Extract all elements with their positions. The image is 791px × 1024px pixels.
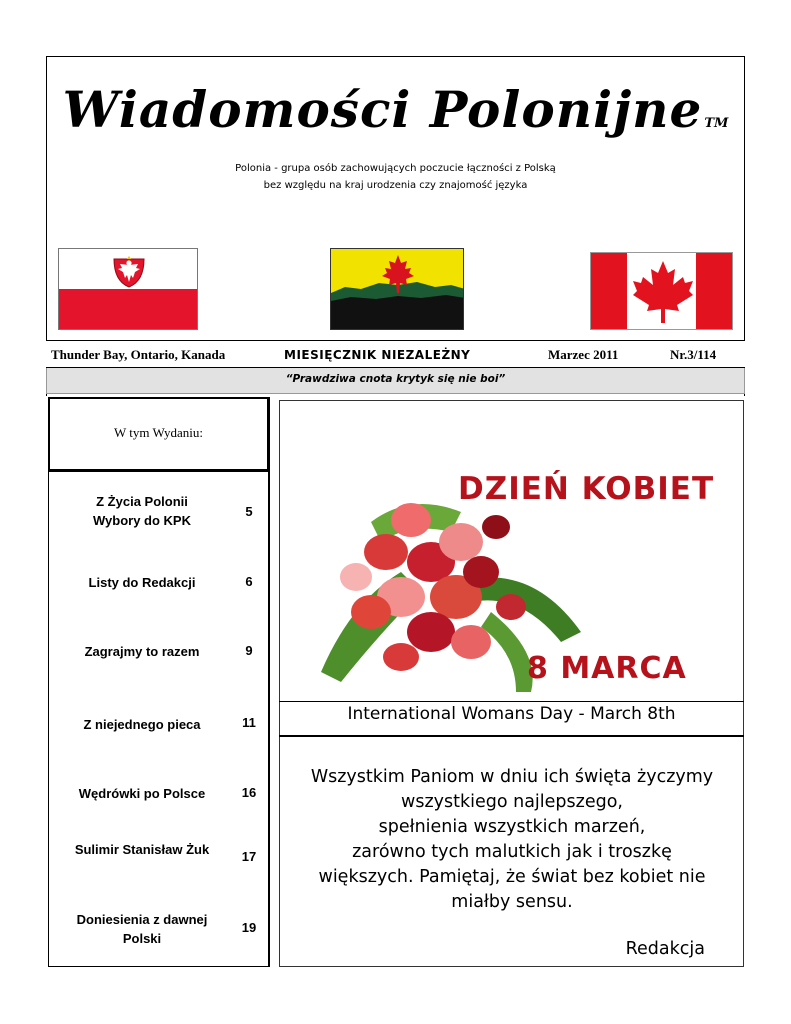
motto-text: “Prawdziwa cnota krytyk się nie boi” bbox=[285, 373, 506, 385]
publication-type: MIESIĘCZNIK NIEZALEŻNY bbox=[284, 348, 471, 362]
toc-item-page: 5 bbox=[245, 504, 253, 519]
toc-header-label: W tym Wydaniu: bbox=[113, 425, 203, 440]
issue-number: Nr.3/114 bbox=[670, 347, 717, 362]
toc-item-title: Wędrówki po Polsce bbox=[78, 786, 206, 801]
greeting-line: Wszystkim Paniom w dniu ich święta życzymy bbox=[310, 767, 714, 787]
bouquet-illustration bbox=[281, 402, 742, 698]
greeting-line: większych. Pamiętaj, że świat bez kobiet nie bbox=[318, 867, 706, 887]
toc-item-title-line: Doniesienia z dawnej bbox=[76, 912, 208, 927]
greeting-line: spełnienia wszystkich marzeń, bbox=[378, 817, 646, 837]
issue-info-bar bbox=[46, 340, 745, 368]
toc-item-page: 16 bbox=[241, 785, 257, 800]
toc-item-title: Sulimir Stanisław Żuk bbox=[74, 842, 210, 857]
toc-item-title bbox=[52, 910, 232, 948]
tagline-line-2: bez względu na kraj urodzenia czy znajomość języka bbox=[263, 180, 528, 191]
greeting-line: miałby sensu. bbox=[451, 892, 573, 912]
caption-rule-top bbox=[279, 701, 744, 702]
toc-item-page: 9 bbox=[245, 643, 253, 658]
greeting-line: wszystkiego najlepszego, bbox=[401, 792, 623, 812]
maple-leaf-icon bbox=[633, 259, 693, 325]
table-of-contents bbox=[48, 397, 270, 967]
polish-flag bbox=[58, 248, 198, 330]
toc-item-title: Z niejednego pieca bbox=[83, 717, 201, 732]
newspaper-title: Wiadomości Polonijne bbox=[62, 80, 703, 139]
toc-item-page: 19 bbox=[241, 920, 257, 935]
toc-item-title: Listy do Redakcji bbox=[88, 575, 196, 590]
image-text-top: DZIEŃ KOBIET bbox=[458, 471, 715, 507]
thunder-bay-flag bbox=[330, 248, 464, 330]
greeting-text bbox=[282, 765, 742, 915]
toc-item-title-line: Polski bbox=[122, 931, 162, 946]
greeting-line: zarówno tych malutkich jak i troszkę bbox=[352, 842, 672, 862]
womens-day-image bbox=[281, 402, 742, 698]
toc-item-title-line: Wybory do KPK bbox=[93, 513, 191, 528]
polish-eagle-icon bbox=[112, 253, 146, 289]
image-text-bottom: 8 MARCA bbox=[527, 651, 687, 686]
toc-item-title: Zagrajmy to razem bbox=[84, 644, 200, 659]
toc-item-page: 17 bbox=[241, 849, 257, 864]
toc-header bbox=[48, 397, 270, 472]
caption-rule-bottom bbox=[279, 735, 744, 737]
toc-item-page: 6 bbox=[245, 574, 253, 589]
feature-caption: International Womans Day - March 8th bbox=[347, 704, 676, 724]
thunder-bay-emblem-icon bbox=[331, 249, 464, 330]
editorial-signature: Redakcja bbox=[625, 939, 705, 959]
toc-item-title-line: Z Życia Polonii bbox=[96, 494, 188, 509]
canadian-flag bbox=[590, 252, 733, 330]
publication-location: Thunder Bay, Ontario, Kanada bbox=[51, 347, 226, 362]
masthead bbox=[46, 80, 745, 139]
tagline-line-1: Polonia - grupa osób zachowujących poczucie łączności z Polską bbox=[235, 163, 556, 174]
toc-item-title bbox=[52, 492, 232, 530]
trademark-mark: TM bbox=[704, 116, 729, 131]
issue-date: Marzec 2011 bbox=[548, 347, 619, 362]
motto-bar bbox=[46, 368, 745, 394]
toc-item-page: 11 bbox=[242, 715, 256, 730]
tagline bbox=[46, 160, 745, 194]
